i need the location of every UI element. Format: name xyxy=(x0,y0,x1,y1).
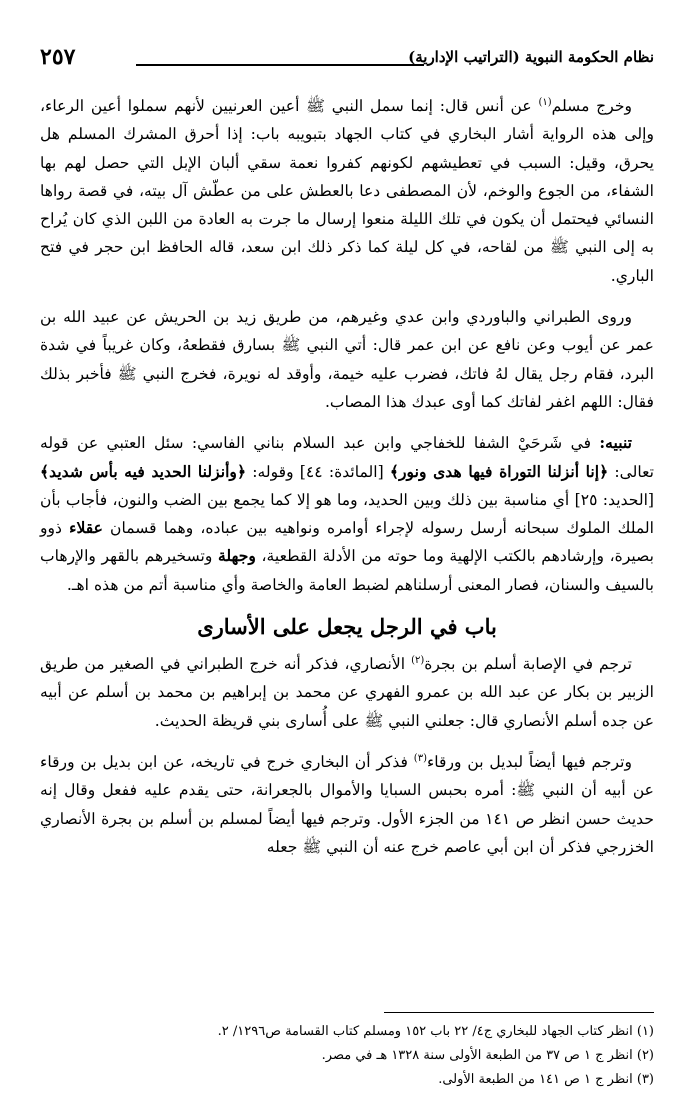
paragraph-3 xyxy=(40,429,654,599)
paragraph-4-text-a: ترجم في الإصابة أسلم بن بجرة xyxy=(424,655,632,674)
paragraph-3-text-d: ذوو بصيرة، وإرشادهم بالكتب الإلهية وما حوته من الأدلة القطعية، xyxy=(40,519,655,566)
paragraph-4-text-b: الأنصاري، فذكر أنه خرج الطبراني في الصغير من طريق الزبير بن بكار عن عبد الله بن عمرو الفهري عن محمد بن إبراهيم بن محمد بن أسلم عن أبيه عن جده أسلم الأنصاري قال: جعلني النبي ﷺ على أُسارى بني قريظة الحديث. xyxy=(40,655,654,730)
footnote-2: (٢) انظر ج ١ ص ٣٧ من الطبعة الأولى سنة ١٣٢٨ هـ في مصر. xyxy=(321,1048,654,1063)
paragraph-3-text-a: في شَرحَيْ الشفا للخفاجي وابن عبد السلام بناني الفاسي: سئل العتبي عن قوله تعالى: xyxy=(40,434,655,481)
bold-term-2: وجهلة xyxy=(218,546,256,566)
quran-quote-1: ﴿إنا أنزلنا التوراة فيها هدى ونور﴾ xyxy=(389,461,609,481)
main-text xyxy=(40,92,654,874)
paragraph-2: وروى الطبراني والباوردي وابن عدي وغيرهم، من طريق زيد بن الحريش عن عبيد الله بن عمر عن أيوب وعن نافع عن ابن عمر قال: أتي النبي ﷺ بسارق فقطعهُ، وكان غريباً في شدة البرد، فقام رجل يقال لهُ فاتك، فضرب عليه خيمة، وأوقد له نويرة، فخرج النبي ﷺ فأخبر بذلك فقال: اللهم اغفر لفاتك كما أوى عبدك هذا المصاب. xyxy=(40,308,654,411)
paragraph-4 xyxy=(40,650,654,735)
header-rule xyxy=(136,64,424,66)
footnotes xyxy=(40,1020,654,1092)
running-header xyxy=(40,44,654,72)
paragraph-3-text-c: [الحديد: ٢٥] أي مناسبة بين ذلك وبين الحديد، وما هو إلا كما يجمع بين الضب والنون، فأجاب بأن الملك الملوك سبحانه أرسل رسوله لإجراء أوامره ونواهيه بين عباده، وهما قسمان xyxy=(40,490,655,538)
paragraph-3-text-b: [المائدة: ٤٤] وقوله: xyxy=(246,462,390,481)
bold-term-1: عقلاء xyxy=(69,518,103,538)
footnote-ref-2[interactable]: (٢) xyxy=(411,654,425,666)
paragraph-1-text-a: وخرج مسلم xyxy=(551,97,632,115)
footnote-ref-3[interactable]: (٣) xyxy=(413,752,427,764)
paragraph-3-text-e: وتسخيرهم بالقهر والإرهاب بالسيف والسنان، فصار المعنى أرسلناهم لضبط العامة والخاصة وأي مناسبة أتم من هذه اهـ. xyxy=(40,547,654,594)
paragraph-5 xyxy=(40,748,654,861)
footnote-ref-1[interactable]: (١) xyxy=(538,96,552,108)
note-label: تنبيه: xyxy=(599,433,632,453)
paragraph-1 xyxy=(40,92,654,290)
paragraph-1-text-b: عن أنس قال: إنما سمل النبي ﷺ أعين العرنيين لأنهم سملوا أعين الرعاء، وإلى هذه الرواية أشار البخاري في كتاب الجهاد بتبويبه باب: إذا أحرق المشرك المسلم هل يحرق، وقيل: السبب في تعطيشهم لكونهم كفروا نعمة سقي ألبان الإبل التي حصل لهم بها الشفاء، من الجوع والوخم، لأن المصطفى دعا بالعطش على من عطّش آل بيته، في قصة رواها النسائي فيحتمل أن يكون في تلك الليلة منعوا إرسال ما جرت به العادة من اللبن الذي كان يُراح به إلى النبي ﷺ من لقاحه، في كل ليلة كما ذكر ذلك ابن سعد، قاله الحافظ ابن حجر في فتح الباري. xyxy=(40,97,654,285)
header-title: نظام الحكومة النبوية (التراتيب الإدارية) xyxy=(408,48,654,66)
footnote-separator xyxy=(384,1012,654,1013)
section-heading: باب في الرجل يجعل على الأسارى xyxy=(197,614,497,640)
footnote-3: (٣) انظر ج ١ ص ١٤١ من الطبعة الأولى. xyxy=(438,1072,654,1087)
paragraph-5-text-b: فذكر أن البخاري خرج في تاريخه، عن ابن بديل بن ورقاء عن أبيه أن النبي ﷺ: أمره بحبس السبايا والأموال بالجعرانة، حتى يقدم عليه ففعل وقال إنه حديث حسن انظر ص ١٤١ من الجزء الأول. وترجم فيها أيضاً لمسلم بن أسلم بن بجرة الأنصاري الخزرجي فذكر أن ابن أبي عاصم خرج عنه أن النبي ﷺ جعله xyxy=(40,752,654,856)
paragraph-5-text-a: وترجم فيها أيضاً لبديل بن ورقاء xyxy=(426,752,633,771)
quran-quote-2: ﴿وأنزلنا الحديد فيه بأس شديد﴾ xyxy=(40,461,247,481)
footnote-1: (١) انظر كتاب الجهاد للبخاري ج٤/ ٢٢ باب ١٥٢ ومسلم كتاب القسامة ص١٢٩٦/ ٢. xyxy=(217,1024,654,1039)
page-number: ٢٥٧ xyxy=(40,44,76,70)
